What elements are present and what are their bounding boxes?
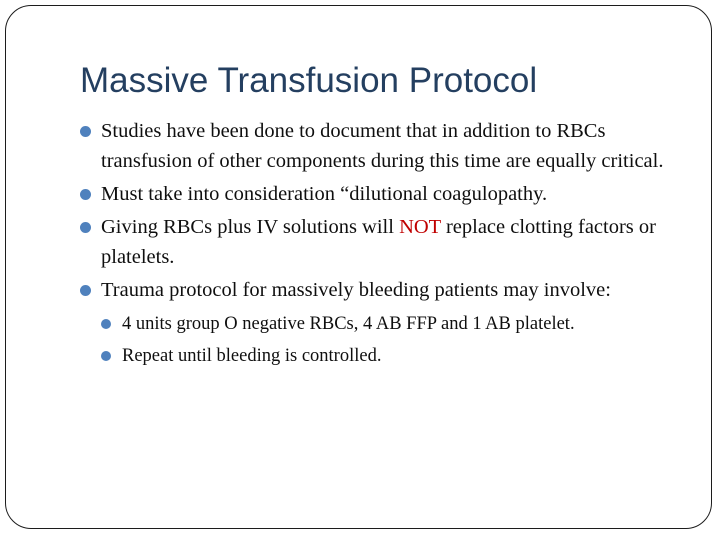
bullet-item (80, 179, 680, 209)
emphasis-text: NOT (399, 216, 441, 238)
sub-bullet-item (101, 343, 680, 369)
sub-bullet-marker-icon (101, 319, 111, 329)
bullet-marker-icon (80, 189, 91, 200)
bullet-text: Must take into consideration “dilutional coagulopathy. (101, 183, 548, 205)
sub-bullet-item (101, 311, 680, 337)
bullet-item (80, 212, 680, 272)
bullet-marker-icon (80, 126, 91, 137)
bullet-text: Trauma protocol for massively bleeding patients may involve: (101, 279, 611, 301)
bullet-text: Studies have been done to document that in addition to RBCs transfusion of other components during this time are equally critical. (101, 120, 664, 172)
bullet-item (80, 275, 680, 369)
bullet-marker-icon (80, 222, 91, 233)
sub-bullet-text: 4 units group O negative RBCs, 4 AB FFP and 1 AB platelet. (122, 314, 575, 334)
bullet-text-after: replace clotting factors or platelets. (101, 216, 656, 268)
sub-bullet-text: Repeat until bleeding is controlled. (122, 346, 382, 366)
bullet-list (80, 116, 680, 375)
slide-title: Massive Transfusion Protocol (80, 61, 538, 100)
sub-bullet-marker-icon (101, 351, 111, 361)
bullet-text-before: Giving RBCs plus IV solutions will (101, 216, 400, 238)
bullet-item (80, 116, 680, 176)
sub-bullet-list (101, 311, 680, 369)
bullet-marker-icon (80, 285, 91, 296)
